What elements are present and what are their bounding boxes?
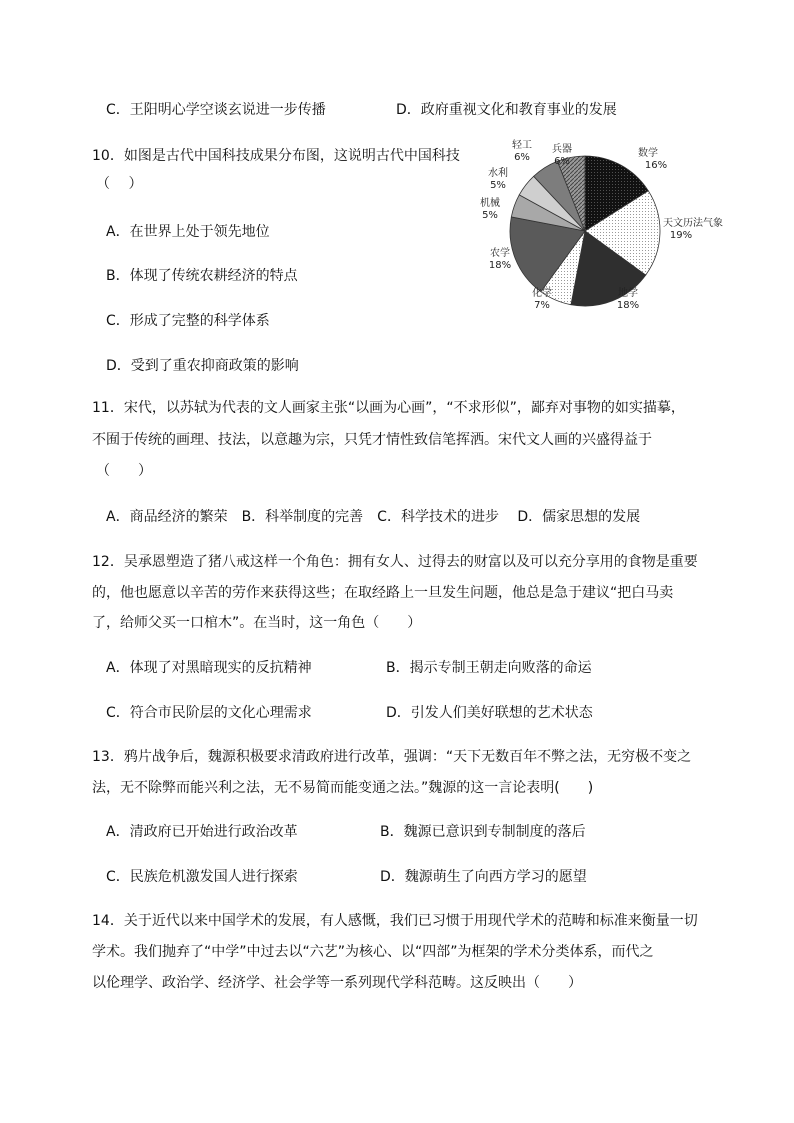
q12-stem-line2: 的，他也愿意以辛苦的劳作来获得这些；在取经路上一旦发生问题，他总是急于建议“把白马卖 [92,585,674,601]
pie-label-9: 兵器 [552,144,572,155]
pie-value-label-1: 16% [644,160,668,171]
q12-option-c: C．符合市民阶层的文化心理需求 [106,705,312,721]
pie-value-label-8: 6% [514,152,530,163]
q13-stem-line1: 13．鸦片战争后，魏源积极要求清政府进行改革，强调：“天下无数百年不弊之法，无穷极不变之 [92,749,692,765]
pie-value-label-9: 6% [554,156,570,167]
pie-value-label-4: 7% [534,300,550,311]
pie-label-3: 地学 [618,288,638,299]
q13-option-a: A．清政府已开始进行政治改革 [106,824,298,840]
q9-option-d: D．政府重视文化和教育事业的发展 [396,102,617,118]
q14-stem-line2: 学术。我们抛弃了“中学”中过去以“六艺”为核心、以“四部”为框架的学术分类体系，而代之 [92,944,654,960]
q9-option-c: C．王阳明心学空谈玄说进一步传播 [106,102,326,118]
q10-stem-line2: （ ） [96,176,143,192]
q12-option-a: A．体现了对黑暗现实的反抗精神 [106,660,312,676]
q13-stem-line2: 法，无不除弊而能兴利之法，无不易简而能变通之法。”魏源的这一言论表明( ) [92,780,594,796]
pie-label-5: 农学 [490,248,510,259]
pie-label-6: 机械 [480,198,500,209]
q10-option-b: B．体现了传统农耕经济的特点 [106,268,298,284]
q12-option-b: B．揭示专制王朝走向败落的命运 [386,660,592,676]
q11-stem-line2: 不囿于传统的画理、技法，以意趣为宗，只凭才情性致信笔挥洒。宋代文人画的兴盛得益于 [92,432,652,448]
q11-stem-line3: （ ） [96,463,152,479]
pie-value-label-6: 5% [482,210,498,221]
q10-option-a: A．在世界上处于领先地位 [106,224,270,240]
q13-option-c: C．民族危机激发国人进行探索 [106,869,298,885]
q10-option-c: C．形成了完整的科学体系 [106,313,270,329]
pie-value-label-2: 19% [669,230,693,241]
pie-label-1: 数学 [638,148,658,159]
pie-label-2: 天文历法气象 [663,218,723,229]
pie-value-label-5: 18% [488,260,512,271]
q10-stem-line1: 10．如图是古代中国科技成果分布图，这说明古代中国科技 [92,148,460,164]
q12-stem-line1: 12．吴承恩塑造了猪八戒这样一个角色：拥有女人、过得去的财富以及可以充分享用的食物是重要 [92,554,698,570]
pie-value-label-3: 18% [616,300,640,311]
q14-stem-line1: 14．关于近代以来中国学术的发展，有人感慨，我们已习惯于用现代学术的范畴和标准来衡量一切 [92,913,698,929]
q11-options: A．商品经济的繁荣 B．科举制度的完善 C．科学技术的进步 D．儒家思想的发展 [106,509,641,525]
pie-label-4: 化学 [532,288,552,299]
q13-option-b: B．魏源已意识到专制制度的落后 [380,824,586,840]
q10-option-d: D．受到了重农抑商政策的影响 [106,358,299,374]
pie-label-7: 水利 [488,168,508,179]
pie-value-label-7: 5% [490,180,506,191]
q11-stem-line1: 11．宋代，以苏轼为代表的文人画家主张“以画为心画”，“不求形似”，鄙弃对事物的如实描摹， [92,400,685,416]
pie-label-8: 轻工 [512,140,532,151]
q12-option-d: D．引发人们美好联想的艺术状态 [386,705,593,721]
science-achievement-pie-chart [470,138,770,328]
q13-option-d: D．魏源萌生了向西方学习的愿望 [380,869,587,885]
q12-stem-line3: 了，给师父买一口棺木”。在当时，这一角色（ ） [92,615,422,631]
q14-stem-line3: 以伦理学、政治学、经济学、社会学等一系列现代学科范畴。这反映出（ ） [92,975,582,991]
